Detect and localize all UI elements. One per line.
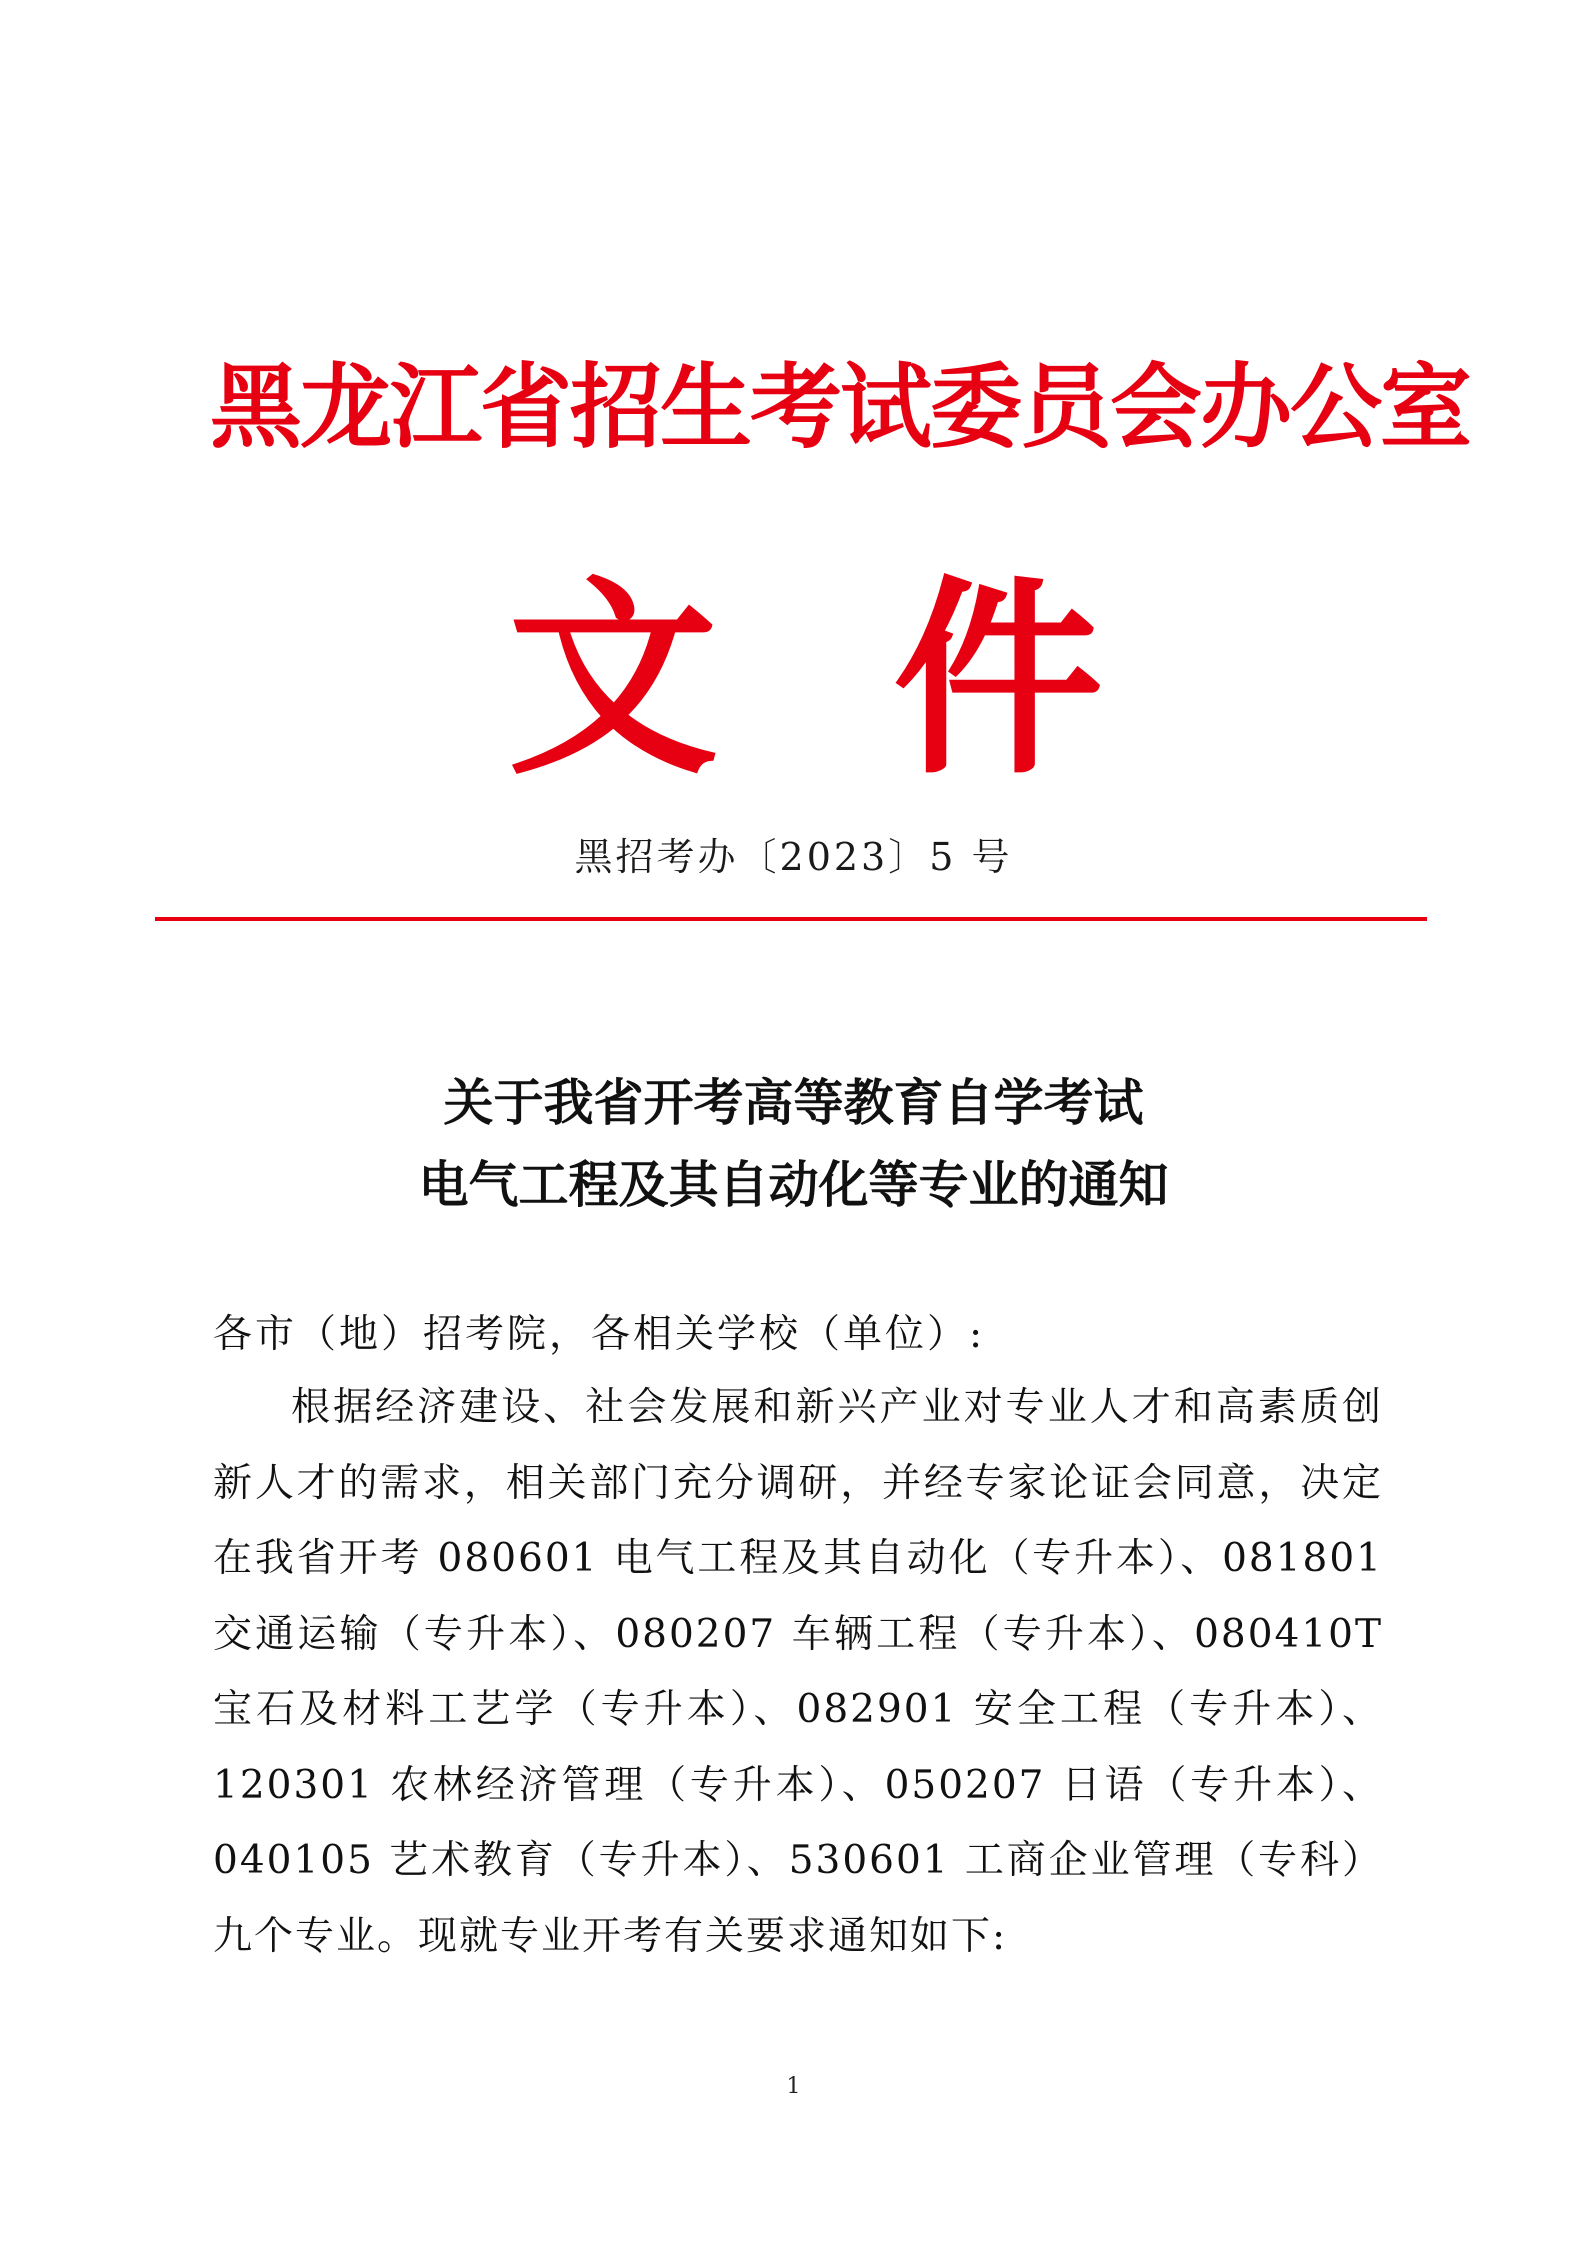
salutation: 各市（地）招考院，各相关学校（单位）: [213, 1312, 986, 1357]
notice-title-line-1: 关于我省开考高等教育自学考试 [443, 1073, 1144, 1132]
document-type-char-1: 文 [508, 556, 719, 803]
document-type-heading [0, 556, 1587, 803]
issuer-header: 黑龙江省招生考试委员会办公室 [210, 354, 1471, 461]
red-separator-line [155, 917, 1427, 921]
body-paragraph: 根据经济建设、社会发展和新兴产业对专业人才和高素质创新人才的需求，相关部门充分调研，并经专家论证会同意，决定在我省开考 080601 电气工程及其自动化（专升本）、081801 交通运输（专升本）、080207 车辆工程（专升本）、080410T 宝石及材料工艺学（专升本）、082901 安全工程（专升本）、120301 农林经济管理（专升本）、050207 日语（专升本）、040105 艺术教育（专升本）、530601 工商企业管理（专科）九个专业。现就专业开考有关要求通知如下: [213, 1385, 1383, 1959]
page-number: 1 [786, 2074, 801, 2099]
notice-body [213, 1370, 1383, 1974]
notice-title [0, 1062, 1587, 1226]
document-number: 黑招考办〔2023〕5 号 [574, 835, 1013, 879]
document-type-char-2: 件 [893, 556, 1104, 803]
notice-title-line-2: 电气工程及其自动化等专业的通知 [418, 1155, 1169, 1214]
